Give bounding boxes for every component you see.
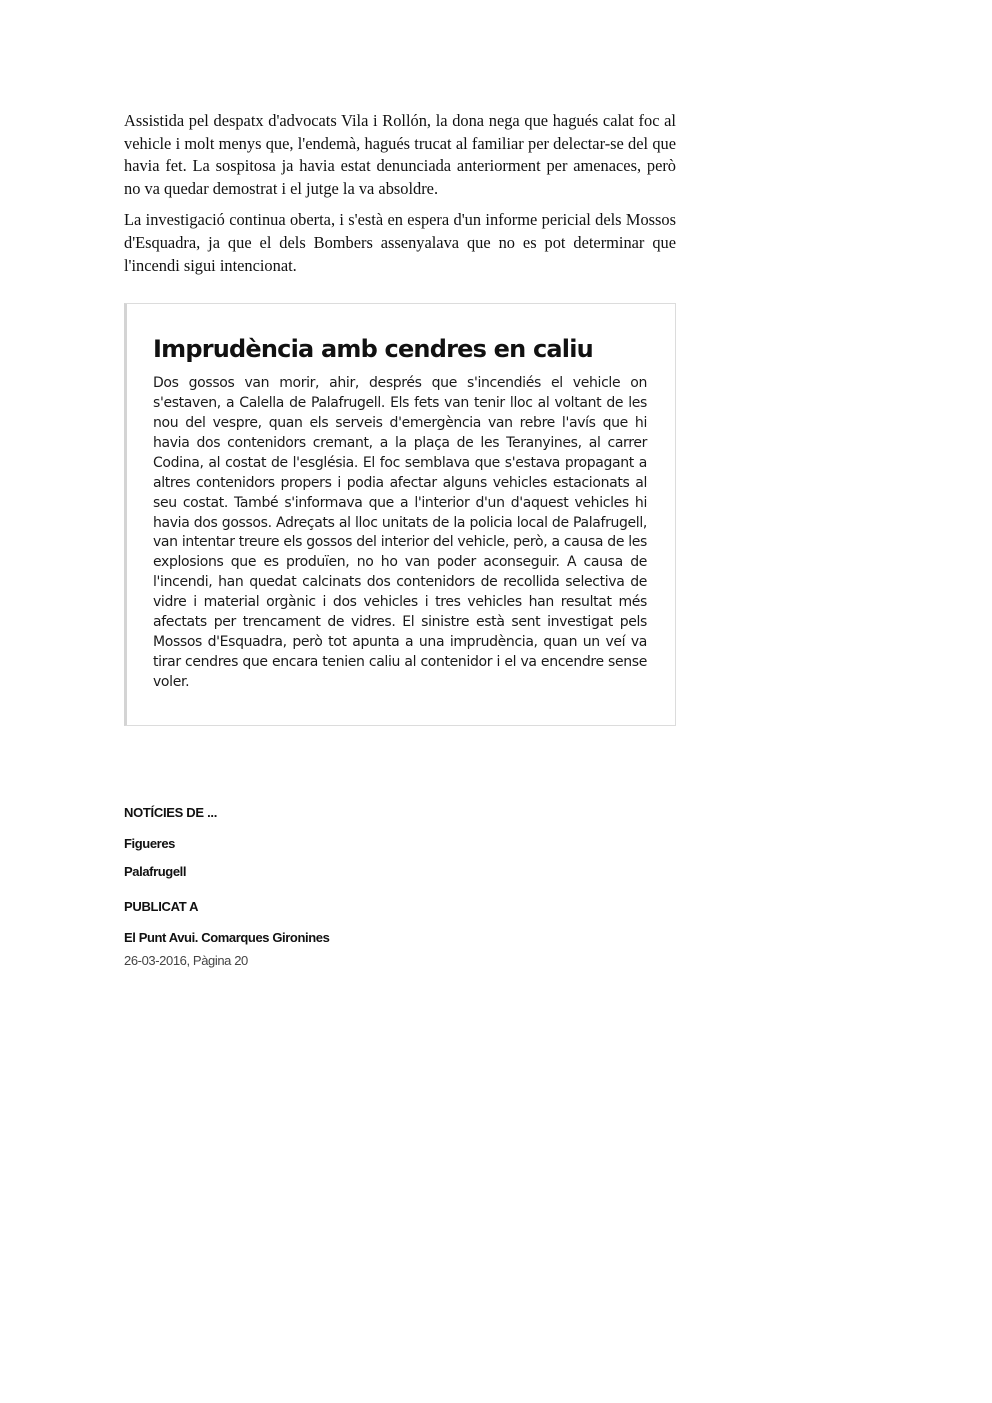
publication-name[interactable]: El Punt Avui. Comarques Gironines (124, 930, 330, 945)
published-heading: PUBLICAT A (124, 899, 199, 914)
article (124, 110, 676, 726)
publication-date-page: 26-03-2016, Pàgina 20 (124, 953, 248, 968)
news-from-link-palafrugell[interactable]: Palafrugell (124, 864, 187, 879)
sidebar-text: Dos gossos van morir, ahir, després que s'incendiés el vehicle on s'estaven, a Calella de Palafrugell. Els fets van tenir lloc al voltant de les nou del vespre, quan els serveis d'emergència van rebre l'avís que hi havia dos contenidors cremant, a la plaça de les Teranyines, al carrer Codina, al costat de l'església. El foc semblava que s'estava propagant a altres contenidors propers i podia afectar alguns vehicles estacionats al seu costat. També s'informava que a l'interior d'un d'aquest vehicles hi havia dos gossos. Adreçats al lloc unitats de la policia local de Palafrugell, van intentar treure els gossos del interior del vehicle, però, a causa de les explosions que es produïen, no ho van poder aconseguir. A causa de l'incendi, han quedat calcinats dos contenidors de recollida selectiva de vidre i material orgànic i dos vehicles i tres vehicles han resultat més afectats per trencament de vidres. El sinistre està sent investigat pels Mossos d'Esquadra, però tot apunta a una imprudència, quan un veí va tirar cendres que encara tenien caliu al contenidor i el va encendre sense voler. (153, 375, 647, 690)
sidebar-box (124, 303, 676, 726)
news-from-heading: NOTÍCIES DE ... (124, 805, 218, 820)
news-from-link-figueres[interactable]: Figueres (124, 836, 175, 851)
sidebar-title: Imprudència amb cendres en caliu (153, 335, 593, 364)
article-paragraph: Assistida pel despatx d'advocats Vila i Rollón, la dona nega que hagués calat foc al vehicle i molt menys que, l'endemà, hagués trucat al familiar per delectar-se del que havia fet. La sospitosa ja havia estat denunciada anteriorment per amenaces, però no va quedar demostrat i el jutge la va absoldre. (124, 111, 676, 198)
article-meta (124, 803, 329, 971)
article-paragraph: La investigació continua oberta, i s'està en espera d'un informe pericial dels Mossos d'Esquadra, ja que el dels Bombers assenyalava que no es pot determinar que l'incendi sigui intencionat. (124, 210, 676, 275)
